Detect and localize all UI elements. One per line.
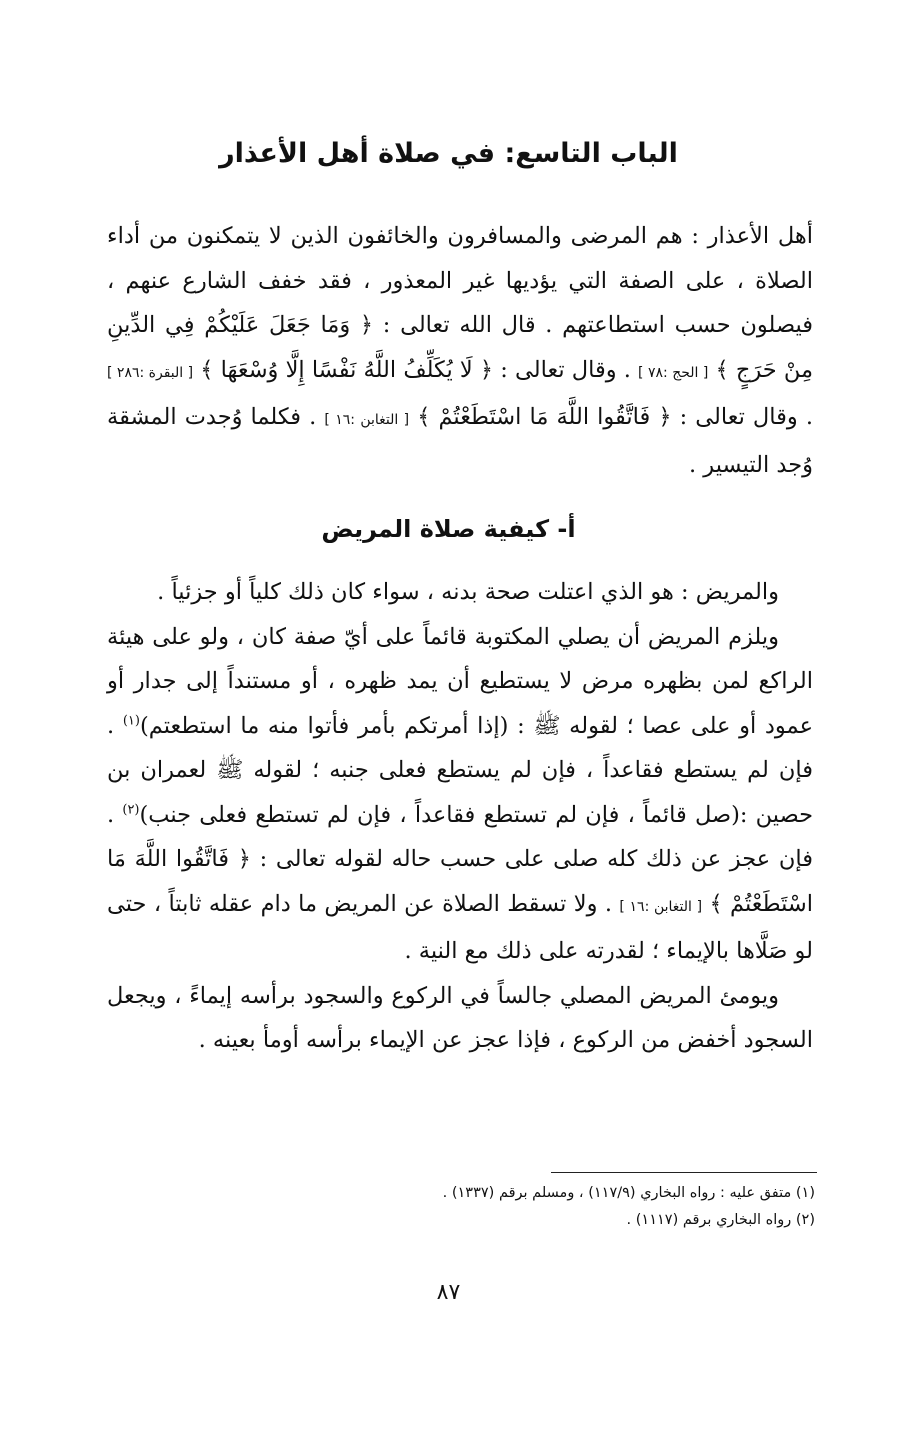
obligation-paragraph [107,615,813,974]
verse-reference-taghabun-2: [ التغابن :١٦ ] [619,898,703,915]
footnote-divider [551,1172,817,1173]
footnote-marker-1[interactable]: (١) [122,713,140,728]
footnote-2: (٢) رواه البخاري برقم (١١١٧) . [626,1212,815,1228]
intro-text-4: . فكلما وُجدت المشقة وُجد التيسير . [107,404,813,478]
quran-verse-taghabun: ﴿ فَاتَّقُوا اللَّهَ مَا اسْتَطَعْتُمْ ﴾ [417,404,672,430]
quran-verse-baqarah: ﴿ لَا يُكَلِّفُ اللَّهُ نَفْسًا إِلَّا وُسْعَهَا ﴾ [200,356,494,383]
obligation-text-2: . فإن لم يستطع فقاعداً ، فإن لم يستطع فعلى جنبه ؛ لقوله ﷺ لعمران بن حصين :(صل قائماً ، فإن لم تستطع فقاعداً ، فإن لم تستطع فعلى جنب) [107,712,814,828]
gesture-paragraph: ويومئ المريض المصلي جالساً في الركوع والسجود برأسه إيماءً ، ويجعل السجود أخفض من الركوع ، فإذا عجز عن الإيماء برأسه أومأ بعينه . [107,982,813,1053]
footnotes [115,1180,815,1234]
chapter-title: الباب التاسع: في صلاة أهل الأعذار [219,138,678,169]
obligation-text-4: . ولا تسقط الصلاة عن المريض ما دام عقله ثابتاً ، حتى لو صَلَّاها بالإيماء ؛ لقدرته على ذلك مع النية . [107,890,813,964]
quran-verse-hajj: ﴿ وَمَا جَعَلَ عَلَيْكُمْ فِي الدِّينِ مِنْ حَرَجٍ ﴾ [107,312,814,383]
intro-text-1: أهل الأعذار : هم المرضى والمسافرون والخائفون الذين لا يتمكنون من أداء الصلاة ، على الصفة التي يؤديها غير المعذور ، فقد خفف الشارع عنهم ، فيصلون حسب استطاعتهم . قال الله تعالى : [107,223,814,338]
section-body [107,570,813,1063]
intro-paragraph [107,214,813,487]
verse-reference-baqarah: [ البقرة :٢٨٦ ] [107,364,194,381]
obligation-text-1: ويلزم المريض أن يصلي المكتوبة قائماً على أيّ صفة كان ، ولو على هيئة الراكع لمن بظهره مرض لا يستطيع أن يمد ظهره ، أو مستنداً إلى جدار أو عمود أو على عصا ؛ لقوله ﷺ : (إذا أمرتكم بأمر فأتوا منه ما استطعتم) [107,623,813,739]
verse-reference-hajj: [ الحج :٧٨ ] [638,364,709,381]
intro-text-2: . وقال تعالى : [500,356,631,383]
footnote-1: (١) متفق عليه : رواه البخاري (١١٧/٩) ، ومسلم برقم (١٣٣٧) . [442,1185,815,1201]
page-number: ٨٧ [436,1280,461,1305]
section-title: أ- كيفية صلاة المريض [321,515,576,543]
footnote-marker-2[interactable]: (٢) [122,802,140,817]
obligation-text-3: . فإن عجز عن ذلك كله صلى على حسب حاله لقوله تعالى : [107,801,814,872]
intro-text-3: . وقال تعالى : [679,404,813,430]
verse-reference-taghabun: [ التغابن :١٦ ] [324,412,410,428]
quran-verse-taghabun-2: ﴿ فَاتَّقُوا اللَّهَ مَا اسْتَطَعْتُمْ ﴾ [107,846,813,917]
sick-definition-paragraph: والمريض : هو الذي اعتلت صحة بدنه ، سواء كان ذلك كلياً أو جزئياً . [157,579,779,605]
